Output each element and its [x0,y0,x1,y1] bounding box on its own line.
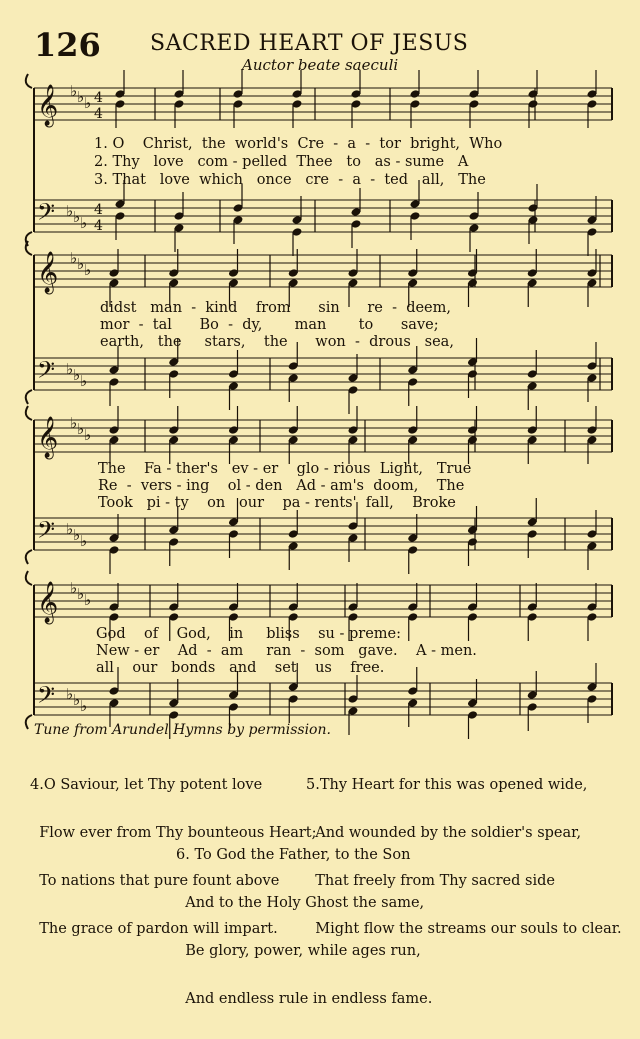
treble-clef: 𝄞 [37,582,59,623]
stanza-line: And endless rule in endless fame. [176,991,433,1007]
bass-clef: 𝄢 [37,681,56,714]
stanza-line: Be glory, power, while ages run, [176,943,421,959]
bracket-curl [26,406,32,420]
treble-clef: 𝄞 [37,417,59,458]
flat-sign: ♭ [84,94,92,112]
flat-sign: ♭ [84,261,92,279]
tune-credit: Tune from Arundel Hymns by permission. [34,722,331,738]
bracket-curl [26,390,32,404]
stanza-line: 5.Thy Heart for this was opened wide, [306,777,588,793]
flat-sign: ♭ [70,414,78,432]
stanza-line: The grace of pardon will impart. [30,921,278,937]
stanza-line: 6. To God the Father, to the Son [176,847,411,863]
treble-clef: 𝄞 [37,85,59,126]
flat-sign: ♭ [80,532,88,550]
flat-sign: ♭ [70,249,78,267]
lyric-line: 1. O Christ, the world's Cre - a - tor bright, Who [94,136,503,152]
bracket-curl [26,241,32,255]
flat-sign: ♭ [80,372,88,390]
flat-sign: ♭ [80,697,88,715]
stanza-6 [176,815,432,1039]
flat-sign: ♭ [77,88,85,106]
lyric-line: didst man - kind from sin re - deem, [100,300,452,316]
hymn-subtitle: Auctor beate saeculi [242,56,399,74]
flat-sign: ♭ [73,208,81,226]
stanza-line: That freely from Thy sacred side [306,873,555,889]
lyric-line: mor - tal Bo - dy, man to save; [100,317,439,333]
flat-sign: ♭ [84,426,92,444]
flat-sign: ♭ [73,366,81,384]
time-signature: 4 [94,218,103,234]
flat-sign: ♭ [70,82,78,100]
bass-clef: 𝄢 [37,198,56,231]
flat-sign: ♭ [73,691,81,709]
stanza-line: And wounded by the soldier's spear, [306,825,582,841]
lyric-line: Took pi - ty on our pa - rents' fall, Broke [98,495,456,511]
time-signature: 4 [94,202,103,218]
lyric-line: God of God, in bliss su - preme: [96,626,402,642]
flat-sign: ♭ [84,591,92,609]
bass-clef: 𝄢 [37,356,56,389]
lyric-line: Re - vers - ing ol - den Ad - am's doom, The [98,478,465,494]
flat-sign: ♭ [77,420,85,438]
flat-sign: ♭ [77,255,85,273]
stanza-line: 4.O Saviour, let Thy potent love [30,777,263,793]
stanza-line: Might flow the streams our souls to clear. [306,921,622,937]
time-signature: 4 [94,90,103,106]
flat-sign: ♭ [70,579,78,597]
flat-sign: ♭ [73,526,81,544]
flat-sign: ♭ [66,520,74,538]
flat-sign: ♭ [66,685,74,703]
bracket-curl [26,74,32,88]
flat-sign: ♭ [80,214,88,232]
lyric-line: 2. Thy love com - pelled Thee to as - sume A [94,154,469,170]
flat-sign: ♭ [77,585,85,603]
lyric-line: The Fa - ther's ev - er glo - rious Light, True [98,461,472,477]
lyric-line: 3. That love which once cre - a - ted all, The [94,172,486,188]
bracket-curl [26,550,32,564]
flat-sign: ♭ [66,202,74,220]
lyric-line: earth, the stars, the won - drous sea, [100,334,454,350]
page-number: 126 [34,26,101,64]
stanza-line: To nations that pure fount above [30,873,280,889]
treble-clef: 𝄞 [37,252,59,293]
time-signature: 4 [94,106,103,122]
lyric-line: New - er Ad - am ran - som gave. A - men. [96,643,477,659]
hymn-title: SACRED HEART OF JESUS [150,31,469,56]
stanza-line: And to the Holy Ghost the same, [176,895,425,911]
bass-clef: 𝄢 [37,516,56,549]
bracket-curl [26,715,32,729]
bracket-curl [26,571,32,585]
stanza-line: Flow ever from Thy bounteous Heart; [30,825,317,841]
lyric-line: all our bonds and set us free. [96,660,385,676]
flat-sign: ♭ [66,360,74,378]
